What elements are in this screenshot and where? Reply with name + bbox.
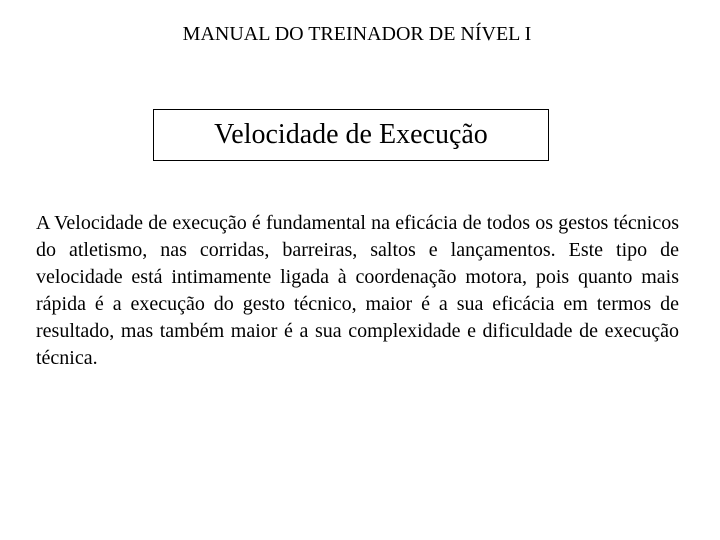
section-title: Velocidade de Execução: [214, 119, 488, 150]
section-title-box: [153, 109, 549, 161]
body-paragraph: A Velocidade de execução é fundamental na eficácia de todos os gestos técnicos do atletismo, nas corridas, barreiras, saltos e lançamentos. Este tipo de velocidade está intimamente ligada à coordenação motora, pois quanto mais rápida é a execução do gesto técnico, maior é a sua eficácia em termos de resultado, mas também maior é a sua complexidade e dificuldade de execução técnica.: [36, 212, 679, 369]
document-header: MANUAL DO TREINADOR DE NÍVEL I: [182, 23, 532, 45]
